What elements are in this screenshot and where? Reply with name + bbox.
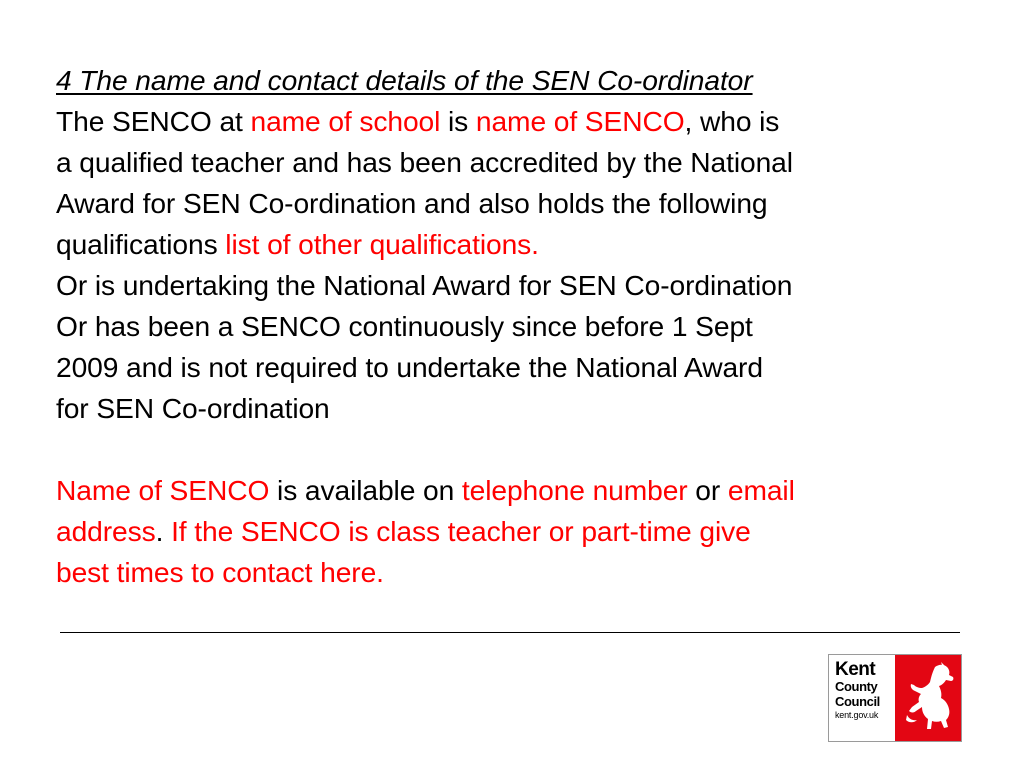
logo-red-panel (895, 655, 961, 741)
text-who-is: , who is (684, 105, 780, 137)
text-available-on: is available on (269, 474, 462, 506)
paragraph1-line3: Award for SEN Co-ordination and also holds the following (56, 187, 768, 219)
paragraph2-line2 (56, 511, 966, 552)
text-qualifications: qualifications (56, 228, 226, 260)
placeholder-name-of-senco: name of SENCO (475, 105, 685, 137)
placeholder-telephone: telephone number (461, 474, 688, 506)
text-or: or (687, 474, 728, 506)
paragraph2-line3: best times to contact here. (56, 556, 384, 588)
placeholder-address: address (56, 515, 156, 547)
placeholder-name-of-school: name of school (250, 105, 441, 137)
logo-line-county: County (835, 679, 878, 694)
logo-line-kent: Kent (835, 659, 876, 680)
white-horse-icon (895, 655, 961, 741)
placeholder-qualifications: list of other qualifications. (225, 228, 539, 260)
placeholder-senco-name: Name of SENCO (56, 474, 270, 506)
footer-divider (60, 632, 960, 633)
paragraph1-line8: for SEN Co-ordination (56, 392, 330, 424)
paragraph1-line6: Or has been a SENCO continuously since before 1 Sept (56, 310, 753, 342)
text-senco-at: The SENCO at (56, 105, 251, 137)
logo-wordmark (829, 655, 895, 741)
section-heading: 4 The name and contact details of the SEN Co-ordinator (56, 64, 753, 96)
paragraph1-line7: 2009 and is not required to undertake the National Award (56, 351, 763, 383)
paragraph2-line1 (56, 470, 966, 511)
paragraph-spacer (56, 429, 966, 470)
text-period: . (155, 515, 172, 547)
paragraph1-line5: Or is undertaking the National Award for SEN Co-ordination (56, 269, 793, 301)
paragraph1-line4 (56, 224, 966, 265)
placeholder-class-teacher-note: If the SENCO is class teacher or part-time give (171, 515, 751, 547)
kent-county-council-logo (828, 654, 962, 742)
placeholder-email: email (727, 474, 795, 506)
logo-line-council: Council (835, 694, 880, 709)
paragraph1-line2: a qualified teacher and has been accredited by the National (56, 146, 793, 178)
body-text (56, 60, 966, 593)
logo-line-url: kent.gov.uk (835, 710, 879, 720)
paragraph1-line1 (56, 101, 966, 142)
text-is: is (440, 105, 476, 137)
